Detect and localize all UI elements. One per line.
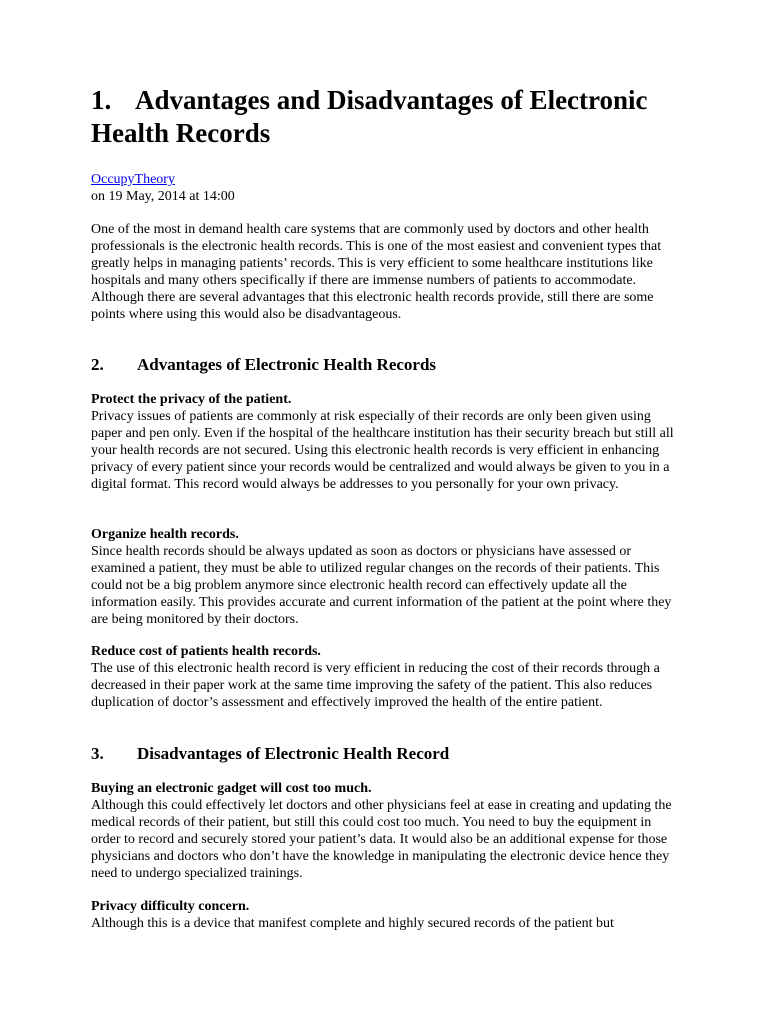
author-link[interactable]: OccupyTheory bbox=[91, 172, 175, 187]
section-title: Advantages of Electronic Health Records bbox=[137, 355, 437, 374]
section-number: 2. bbox=[91, 355, 104, 374]
paragraph: Since health records should be always updated as soon as doctors or physicians have assessed or examined a patient, they must be able to utilized regular changes on the records of their patients. This could not be a big problem anymore since electronic health record can effectively update all the information easily. This provides accurate and current information of the patient at the point where they are being monitored by their doctors. bbox=[91, 544, 672, 627]
intro-text: One of the most in demand health care systems that are commonly used by doctors and other health professionals is the electronic health records. This is one of the most easiest and convenient types that greatly helps in managing patients’ records. This is very efficient to some healthcare institutions like hospitals and many others specifically if there are immense numbers of patients to accommodate. Although there are several advantages that this electronic health records provide, still there are some points where using this would also be disadvantageous. bbox=[91, 222, 662, 322]
subheading: Organize health records. bbox=[91, 527, 239, 542]
advantage-item-reduce-cost bbox=[91, 643, 681, 711]
intro-paragraph bbox=[91, 221, 681, 323]
paragraph: Although this is a device that manifest complete and highly secured records of the patient but bbox=[91, 916, 614, 931]
subheading: Reduce cost of patients health records. bbox=[91, 644, 321, 659]
section-heading-advantages bbox=[91, 355, 681, 375]
paragraph: The use of this electronic health record is very efficient in reducing the cost of their records through a decreased in their paper work at the same time improving the safety of the patient. This also reduces duplication of doctor’s assessment and effectively improved the health of the entire patient. bbox=[91, 661, 660, 710]
advantage-item-organize bbox=[91, 526, 681, 628]
post-date: on 19 May, 2014 at 14:00 bbox=[91, 189, 235, 204]
paragraph: Privacy issues of patients are commonly at risk especially of their records are only been given using paper and pen only. Even if the hospital of the healthcare institution has their security breach but still all your health records are not secured. Using this electronic health records is very efficient in enhancing privacy of every patient since your records would be centralized and would always be given to you in a digital format. This record would always be addresses to you personally for your own privacy. bbox=[91, 409, 674, 492]
disadvantage-item-cost bbox=[91, 780, 681, 882]
document-title bbox=[91, 84, 681, 150]
title-number: 1. bbox=[91, 85, 112, 115]
title-text: Advantages and Disadvantages of Electronic Health Records bbox=[91, 85, 648, 148]
subheading: Privacy difficulty concern. bbox=[91, 899, 250, 914]
advantage-item-privacy bbox=[91, 391, 681, 493]
subheading: Buying an electronic gadget will cost too much. bbox=[91, 781, 372, 796]
section-title: Disadvantages of Electronic Health Record bbox=[137, 744, 450, 763]
section-number: 3. bbox=[91, 744, 104, 763]
subheading: Protect the privacy of the patient. bbox=[91, 392, 292, 407]
byline bbox=[91, 171, 235, 205]
section-heading-disadvantages bbox=[91, 744, 681, 764]
paragraph: Although this could effectively let doctors and other physicians feel at ease in creating and updating the medical records of their patient, but still this could cost too much. You need to buy the equipment in order to record and securely stored your patient’s data. It would also be an additional expense for those physicians and doctors who don’t have the knowledge in manipulating the electronic device hence they need to undergo specialized trainings. bbox=[91, 798, 672, 881]
disadvantage-item-privacy bbox=[91, 898, 681, 932]
